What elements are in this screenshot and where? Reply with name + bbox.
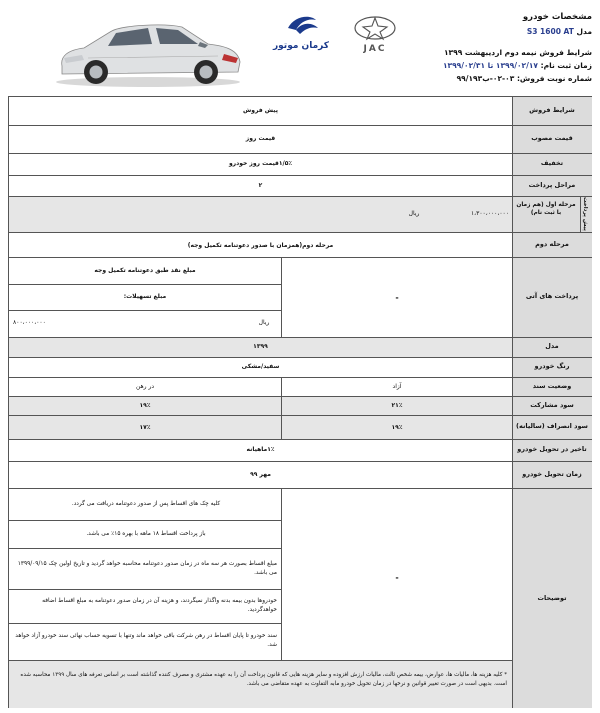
value-delay-penalty: ۱٪ماهیانه — [246, 446, 275, 453]
profit-free: ۲۱٪ — [391, 402, 403, 409]
turn-value: ۰۳-۰۲-ب۹۹/۱۹۳ — [456, 74, 515, 83]
label-future-payments: پرداخت های آتی — [525, 292, 579, 300]
label-document-status: وضعیت سند — [532, 382, 572, 390]
model-value: S3 1600 AT — [526, 27, 574, 36]
value-model: ۱۳۹۹ — [253, 343, 268, 350]
jac-logo — [343, 14, 407, 54]
value-color: سفید/مشکی — [241, 363, 280, 370]
profit-mortgage: ۱۹٪ — [139, 402, 151, 409]
footer-note: * کلیه هزینه ها، مالیات ها، عوارض، بیمه شخص ثالث، مالیات ارزش افزوده و سایر هزینه هایی که قانون پرداخت آن را به عهده مشتری و مصرف کننده گذاشته است بر اساس تعرفه های سال ۱۳۹۹ محاسبه شده است. بدیهی است در صورت تغییر قوانین و نرخها در زمان تحویل خودرو مابه التفاوت به عهده متقاضی می باشد. — [20, 672, 507, 687]
note-item: خودروها بدون بیمه بدنه واگذار نمیگردند، و هزینه آن در زمان صدور دعوتنامه به مبلغ اقساط اضافه خواهدگردید. — [42, 598, 277, 613]
spec-model — [527, 27, 592, 36]
label-annual-compensation: سود انصراف (سالیانه) — [516, 422, 588, 430]
future-unit: ریال — [258, 319, 270, 326]
note-item: کلیه چک های اقساط پس از صدور دعوتنامه دریافت می گردد. — [71, 501, 221, 507]
value-approved-price: قیمت روز — [245, 135, 276, 142]
turn-label: شماره نوبت فروش: — [516, 74, 592, 83]
label-delivery-time: زمان تحویل خودرو — [522, 470, 582, 478]
future-amount: ۸۰۰،۰۰۰،۰۰۰ — [13, 319, 46, 326]
label-payment-stages: مراحل پرداخت — [528, 181, 576, 189]
sale-conditions: شرایط فروش نیمه دوم اردیبهشت ۱۳۹۹ — [443, 48, 592, 57]
note-item: مبلغ اقساط بصورت هر سه ماه در زمان صدور دعوتنامه محاسبه خواهد گردید و تاریخ اولین چک ۱۳۹۹/۰۹/۱۵ می باشد. — [17, 561, 277, 576]
kerman-motor-logo — [266, 14, 336, 54]
label-color: رنگ خودرو — [534, 362, 570, 370]
label-discount: تخفیف — [540, 159, 564, 167]
kerman-logo-text: کرمان موتور — [272, 41, 330, 51]
future-payments-dash: - — [395, 293, 399, 302]
comp-free: ۱۹٪ — [391, 424, 403, 431]
label-partnership-profit: سود مشارکت — [530, 401, 574, 409]
stage-one-amount: ۱،۳۰۰،۰۰۰،۰۰۰ — [470, 210, 509, 217]
label-stage-one: مرحله اول (هم زمان با ثبت نام) — [516, 202, 576, 216]
jac-logo-text: JAC — [363, 44, 387, 54]
value-delivery-time: مهر ۹۹ — [250, 471, 271, 478]
registration-label: زمان ثبت نام: — [540, 61, 592, 70]
notes-dash: - — [395, 573, 399, 582]
label-prepayment: پیش پرداخت — [582, 197, 588, 231]
doc-mortgage: در رهن — [135, 383, 155, 390]
page-header — [0, 0, 600, 92]
label-stage-two: مرحله دوم — [535, 240, 569, 248]
stage-one-unit: ریال — [408, 210, 420, 217]
future-facilities: مبلغ تسهیلات: — [123, 293, 167, 300]
note-item: سند خودرو تا پایان اقساط در رهن شرکت باقی خواهد ماند وتنها با تسویه حساب نهائی سند خودرو آزاد خواهد شد. — [15, 633, 277, 648]
value-payment-stages: ۲ — [258, 182, 263, 189]
comp-mortgage: ۱۷٪ — [139, 424, 151, 431]
spec-title: مشخصات خودرو — [522, 12, 592, 22]
label-approved-price: قیمت مصوب — [531, 134, 573, 142]
value-sale-terms: پیش فروش — [243, 107, 278, 114]
sale-conditions-table — [8, 96, 592, 708]
sale-turn-number — [457, 74, 592, 83]
note-item: باز پرداخت اقساط ۱۸ ماهه با بهره ۱۵٪ می باشد. — [86, 531, 206, 537]
label-model: مدل — [545, 342, 559, 350]
label-notes: توضیحات — [537, 594, 567, 602]
model-label: مدل — [576, 27, 592, 36]
value-stage-two: مرحله دوم(همزمان با صدور دعوتنامه تکمیل وجه) — [187, 242, 334, 249]
label-delay-penalty: تاخیر در تحویل خودرو — [517, 445, 587, 453]
future-cash-balance: مبلغ نقد طبق دعوتنامه تکمیل وجه — [94, 267, 196, 274]
label-sale-terms: شرایط فروش — [529, 106, 575, 114]
doc-free: آزاد — [392, 383, 402, 390]
car-image — [48, 14, 248, 88]
registration-time — [443, 61, 592, 70]
value-discount: ۱/۵٪قیمت روز خودرو — [228, 160, 293, 167]
registration-value: ۱۳۹۹/۰۲/۱۷ تا ۱۳۹۹/۰۲/۳۱ — [442, 61, 539, 70]
